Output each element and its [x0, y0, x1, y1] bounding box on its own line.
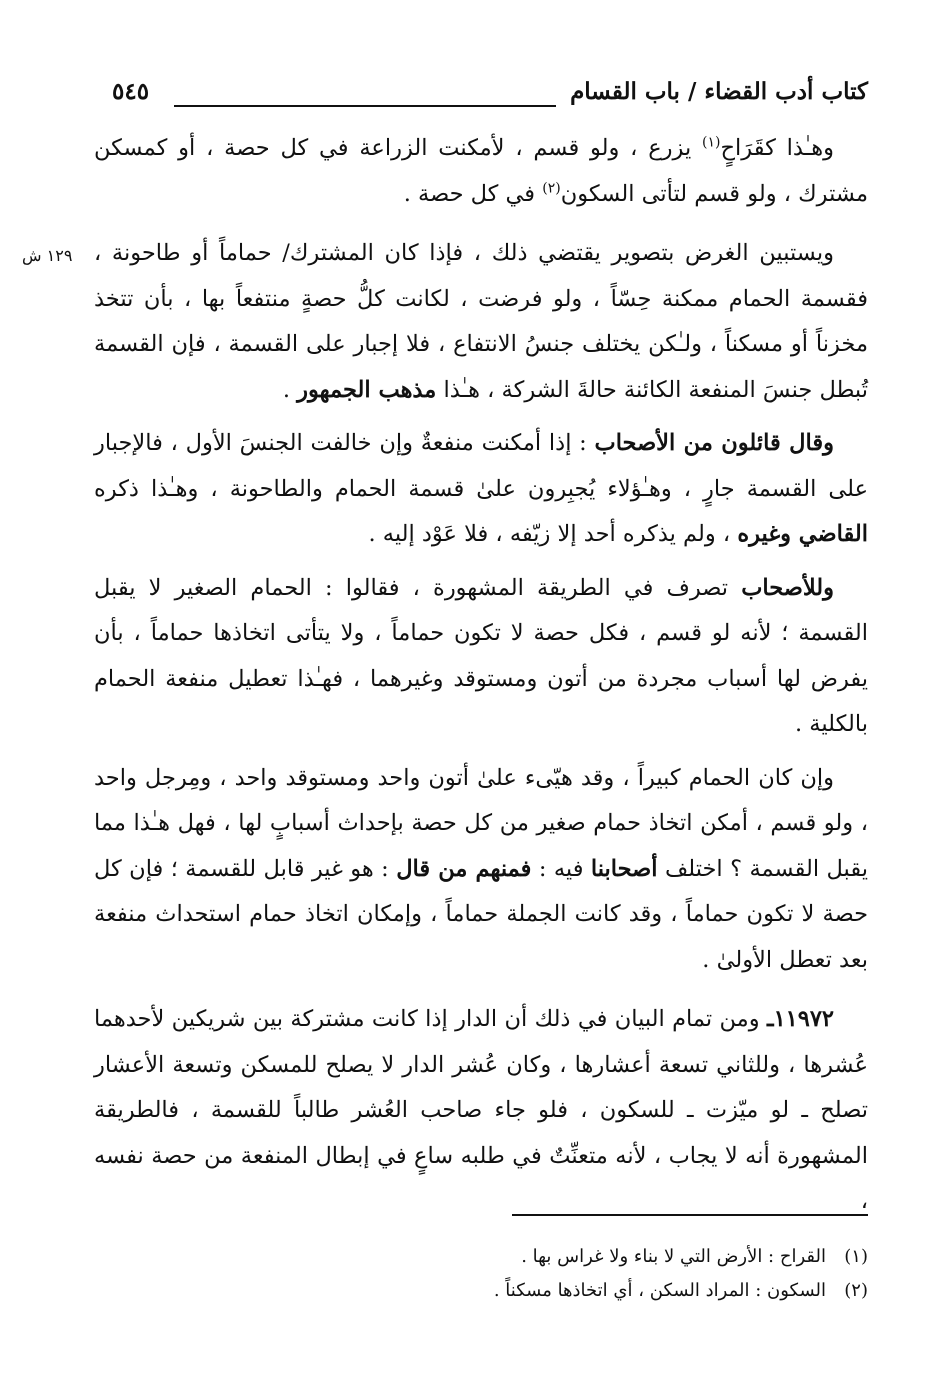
footnote-ref: (١) [702, 134, 721, 151]
page-number: ٥٤٥ [112, 78, 150, 105]
bold-term: مذهب الجمهور [297, 376, 437, 403]
paragraph-4 [94, 566, 868, 748]
header-rule [174, 105, 556, 107]
paragraph-text: في كل حصة . [403, 180, 543, 207]
margin-note: ١٢٩ ش [22, 246, 73, 265]
footnotes [94, 1240, 868, 1308]
bold-term: فمنهم من قال [396, 855, 532, 882]
footnote-number: (١) [844, 1246, 868, 1267]
paragraph-2 [94, 231, 868, 413]
paragraph-text: ويستبين الغرض بتصوير يقتضي ذلك ، فإذا كان المشترك/ حماماً أو طاحونة ، فقسمة الحمام ممكنة حِسّاً ، ولو فرضت ، لكانت كلُّ حصةٍ منتفعاً بها ، بأن تتخذ مخزناً أو مسكناً ، ولـٰكن يختلف جنسُ الانتفاع ، فلا إجبار على القسمة ، فإن القسمة تُبطل جنسَ المنفعة الكائنة حالةَ الشركة ، هـٰذا [94, 240, 868, 403]
bold-term: وقال قائلون من الأصحاب [594, 430, 834, 456]
paragraph-6 [94, 997, 868, 1225]
paragraph-text: : هو غير قابل للقسمة ؛ فإن كل حصة لا تكون حماماً ، وقد كانت الجملة حماماً ، وإمكان اتخاذ حمام استحداث منفعة بعد تعطل الأولىٰ . [94, 855, 868, 973]
footnote-text: السكون : المراد السكن ، أي اتخاذها مسكناً . [493, 1280, 826, 1301]
bold-term: وللأصحاب [741, 574, 834, 601]
paragraph-text: ومن تمام البيان في ذلك أن الدار إذا كانت مشتركة بين شريكين لأحدهما عُشرها ، وللثاني تسعة أعشارها ، وكان عُشر الدار لا يصلح للمسكن وتسعة الأعشار تصلح ـ لو ميّزت ـ للسكون ، فلو جاء صاحب العُشر طالباً للقسمة ، فالطريقة المشهورة أنه لا يجاب ، لأنه متعنِّتٌ في طلبه ساعٍ في إبطال المنفعة من حصة نفسه ، [94, 1006, 868, 1214]
footnote-item [94, 1274, 868, 1308]
running-header-title: كتاب أدب القضاء / باب القسام [570, 78, 868, 105]
bold-term: القاضي وغيره [737, 521, 868, 547]
paragraph-text: . [282, 376, 298, 403]
paragraph-text: وإن كان الحمام كبيراً ، وقد هيّىء علىٰ أتون واحد ومستوقد واحد ، ومِرجل واحد ، ولو قسم ، أمكن اتخاذ حمام صغير من كل حصة بإحداث أسبابٍ لها ، فهل هـٰذا مما يقبل القسمة ؟ اختلف [94, 764, 868, 882]
paragraph-text: وهـٰذا كقَرَاحٍ [720, 135, 834, 161]
paragraph-text: يزرع ، ولو قسم ، لأمكنت الزراعة في كل حصة ، أو كمسكن مشترك ، ولو قسم لتأتى السكون [94, 135, 868, 207]
paragraph-text: فيه : [531, 855, 591, 882]
bold-term: أصحابنا [590, 855, 658, 882]
footnote-item [94, 1240, 868, 1274]
paragraph-3 [94, 421, 868, 558]
footnote-rule [512, 1214, 868, 1216]
paragraph-text: تصرف في الطريقة المشهورة ، فقالوا : الحمام الصغير لا يقبل القسمة ؛ لأنه لو قسم ، فكل حصة لا تكون حماماً ، ولا يتأتى اتخاذها حماماً ، بأن يفرض لها أسباب مجردة من أتون ومستوقد وغيرهما ، فهـٰذا تعطيل منفعة الحمام بالكلية . [94, 574, 868, 737]
main-text [94, 126, 868, 1225]
footnote-number: (٢) [844, 1280, 868, 1301]
footnote-text: القراح : الأرض التي لا بناء ولا غراس بها . [521, 1246, 826, 1267]
paragraph-5 [94, 756, 868, 984]
running-header [112, 78, 868, 118]
paragraph-text: ، ولم يذكره أحد إلا زيّفه ، فلا عَوْد إليه . [368, 521, 738, 547]
issue-number: ١١٩٧٢ـ [766, 1006, 834, 1032]
paragraph-1 [94, 126, 868, 217]
footnote-ref: (٢) [542, 180, 561, 196]
paragraph-text: : إذا أمكنت منفعةٌ وإن خالفت الجنسَ الأول ، فالإجبار على القسمة جارٍ ، وهـٰؤلاء يُجبِرون علىٰ قسمة الحمام والطاحونة ، وهـٰذا ذكره [94, 430, 868, 502]
